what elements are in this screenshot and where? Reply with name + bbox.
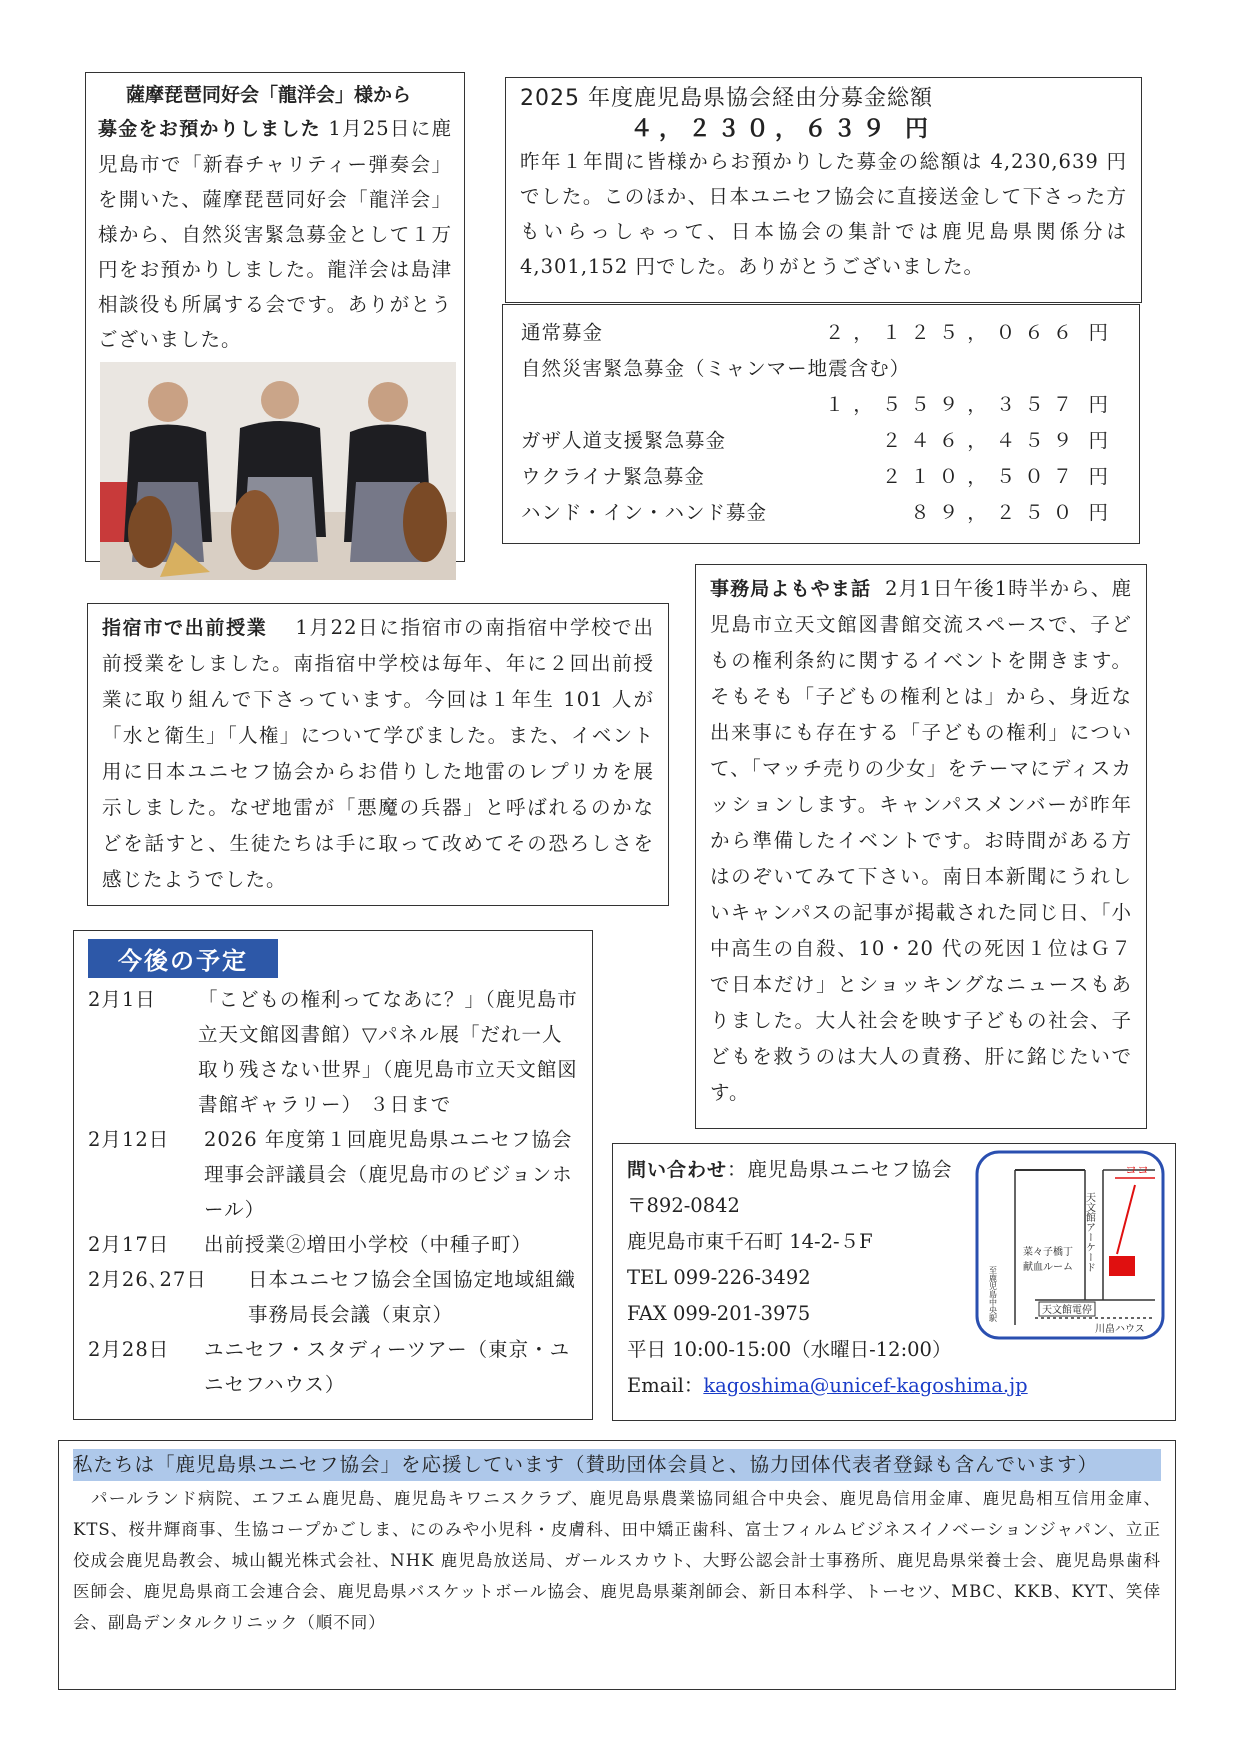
- satsuma-text: 1月25日に鹿児島市で「新春チャリティー弾奏会」を開いた、薩摩琵琶同好会「龍洋会」様から、自然災害緊急募金として１万円をお預かりしました。龍洋会は島津相談役も所属する会です。ありがとうございました。: [98, 117, 452, 351]
- breakdown-list: [502, 304, 1140, 544]
- office-body: [710, 571, 1132, 1111]
- breakdown-row: [521, 495, 1109, 531]
- map-tram-label: 天文館電停: [1042, 1305, 1092, 1316]
- schedule-date: 2月28日: [88, 1338, 170, 1361]
- satsuma-body: [98, 111, 452, 357]
- schedule-event: 2026 年度第１回鹿児島県ユニセフ協会理事会評議員会（鹿児島市のビジョンホール）: [204, 1128, 573, 1221]
- breakdown-unit: 円: [1088, 465, 1109, 488]
- map-shop-label: 菜々子橋丁: [1023, 1247, 1073, 1258]
- breakdown-label: 通常募金: [521, 321, 604, 344]
- satsuma-title-1: 薩摩琵琶同好会「龍洋会」様から: [126, 84, 412, 106]
- contact-zip: 〒892-0842: [627, 1194, 740, 1217]
- contact-org: ：鹿児島県ユニセフ協会: [727, 1158, 953, 1181]
- map-arcade-label: 天文館アーケード: [1083, 1192, 1095, 1272]
- contact-tel: TEL 099-226-3492: [627, 1266, 811, 1289]
- schedule-event: 出前授業②増田小学校（中種子町）: [204, 1233, 533, 1256]
- breakdown-label: ウクライナ緊急募金: [521, 465, 705, 488]
- supporters-box: [58, 1440, 1176, 1690]
- total-title: 2025 年度鹿児島県協会経由分募金総額: [520, 86, 933, 111]
- biwa-performers-photo: [100, 362, 456, 580]
- schedule-date: 2月1日: [88, 988, 156, 1011]
- breakdown-unit: 円: [1088, 321, 1109, 344]
- schedule-event: 「こどもの権利ってなあに？」（鹿児島市立天文館図書館）▽パネル展「だれ一人取り残さない世界」（鹿児島市立天文館図書館ギャラリー） ３日まで: [198, 988, 578, 1116]
- office-article: [695, 564, 1147, 1129]
- schedule-date: 2月12日: [88, 1128, 170, 1151]
- office-text: 2月1日午後1時半から、鹿児島市立天文館図書館交流スペースで、子どもの権利条約に関するイベントを開きます。そもそも「子どもの権利とは」から、身近な出来事にも存在する「子どもの権利」について、「マッチ売りの少女」をテーマにディスカッションします。キャンパスメンバーが昨年から準備したイベントです。お時間がある方はのぞいてみて下さい。南日本新聞にうれしいキャンパスの記事が掲載された同じ日、「小中高生の自殺、10・20 代の死因１位はＧ７で日本だけ」とショッキングなニュースもありました。大人社会を映す子どもの社会、子どもを救うのは大人の責務、肝に銘じたいです。: [710, 577, 1132, 1104]
- map-chuo-label: 至鹿児島中央駅: [988, 1266, 998, 1322]
- schedule-item: [88, 1227, 580, 1262]
- satsuma-title-2: 募金をお預かりしました: [98, 118, 321, 140]
- office-location-marker: [1109, 1256, 1135, 1276]
- contact-email-label: Email：: [627, 1374, 704, 1397]
- breakdown-label: ハンド・イン・ハンド募金: [521, 501, 768, 524]
- supporters-heading: 私たちは「鹿児島県ユニセフ協会」を応援しています（賛助団体会員と、協力団体代表者登録も含んでいます）: [73, 1449, 1161, 1481]
- schedule-title: 今後の予定: [88, 939, 278, 978]
- office-title: 事務局よもやま話: [710, 578, 872, 600]
- breakdown-row: [521, 315, 1109, 351]
- schedule-item: [88, 1262, 580, 1332]
- breakdown-row: [521, 351, 1109, 387]
- contact-fax: FAX 099-201-3975: [627, 1302, 811, 1325]
- contact-email-row: [627, 1368, 1163, 1404]
- breakdown-row: [521, 459, 1109, 495]
- breakdown-row: [521, 423, 1109, 459]
- schedule-item: [88, 1332, 580, 1402]
- schedule-date: 2月17日: [88, 1233, 170, 1256]
- breakdown-unit: 円: [1088, 393, 1109, 416]
- breakdown-label: ガザ人道支援緊急募金: [521, 429, 727, 452]
- office-map: [975, 1150, 1165, 1340]
- breakdown-amount: ８９，２５０: [910, 501, 1082, 524]
- contact-title: 問い合わせ: [627, 1159, 728, 1181]
- breakdown-amount: ２４６，４５９: [881, 429, 1082, 452]
- ibusuki-text: 1月22日に指宿市の南指宿中学校で出前授業をしました。南指宿中学校は毎年、年に２回出前授業に取り組んで下さっています。今回は１年生 101 人が「水と衛生」「人権」について学びました。また、イベント用に日本ユニセフ協会からお借りした地雷のレプリカを展示しました。なぜ地雷が「悪魔の兵器」と呼ばれるのかなどを話すと、生徒たちは手に取って改めてその恐ろしさを感じたようでした。: [102, 616, 654, 891]
- contact-address: 鹿児島市東千石町 14-2-５F: [627, 1230, 873, 1253]
- breakdown-amount: １，５５９，３５７: [824, 393, 1082, 416]
- schedule-item: [88, 982, 580, 1122]
- supporters-body: パールランド病院、エフエム鹿児島、鹿児島キワニスクラブ、鹿児島県農業協同組合中央会、鹿児島信用金庫、鹿児島相互信用金庫、KTS、桜井輝商事、生協コープかごしま、にのみや小児科・皮膚科、田中矯正歯科、富士フィルムビジネスイノベーションジャパン、立正佼成会鹿児島教会、城山観光株式会社、NHK 鹿児島放送局、ガールスカウト、大野公認会計士事務所、鹿児島県栄養士会、鹿児島県歯科医師会、鹿児島県商工会連合会、鹿児島県バスケットボール協会、鹿児島県薬剤師会、新日本科学、トーセツ、MBC、KKB、KYT、笑倖会、副島デンタルクリニック（順不同）: [73, 1489, 1161, 1632]
- breakdown-label: 自然災害緊急募金（ミャンマー地震含む）: [521, 357, 911, 380]
- schedule-item: [88, 1122, 580, 1227]
- breakdown-amount: ２，１２５，０６６: [824, 321, 1082, 344]
- schedule-date: 2月26､27日: [88, 1268, 207, 1291]
- contact-hours: 平日 10:00-15:00（水曜日-12:00）: [627, 1338, 952, 1361]
- schedule-event: ユニセフ・スタディーツアー（東京・ユニセフハウス）: [204, 1338, 571, 1396]
- ibusuki-body: [102, 610, 654, 898]
- schedule-box: [73, 930, 593, 1420]
- breakdown-unit: 円: [1088, 429, 1109, 452]
- breakdown-amount: ２１０，５０７: [881, 465, 1082, 488]
- schedule-event: 日本ユニセフ協会全国協定地域組織事務局長会議（東京）: [248, 1268, 577, 1326]
- ibusuki-article: [87, 603, 669, 906]
- map-kawamura-label: 川畠ハウス: [1095, 1324, 1145, 1335]
- contact-email-link[interactable]: kagoshima@unicef-kagoshima.jp: [703, 1374, 1028, 1397]
- breakdown-unit: 円: [1088, 501, 1109, 524]
- total-amount: ４，２３０，６３９ 円: [630, 116, 935, 142]
- map-blood-label: 献血ルーム: [1023, 1262, 1073, 1273]
- ibusuki-title: 指宿市で出前授業: [102, 617, 268, 639]
- map-here-label: ココ: [1125, 1163, 1150, 1177]
- total-article: [505, 77, 1142, 303]
- total-body: 昨年１年間に皆様からお預かりした募金の総額は 4,230,639 円でした。このほか、日本ユニセフ協会に直接送金して下さった方もいらっしゃって、日本協会の集計では鹿児島県関係分は 4,301,152 円でした。ありがとうございました。: [520, 150, 1127, 278]
- breakdown-row: [521, 387, 1109, 423]
